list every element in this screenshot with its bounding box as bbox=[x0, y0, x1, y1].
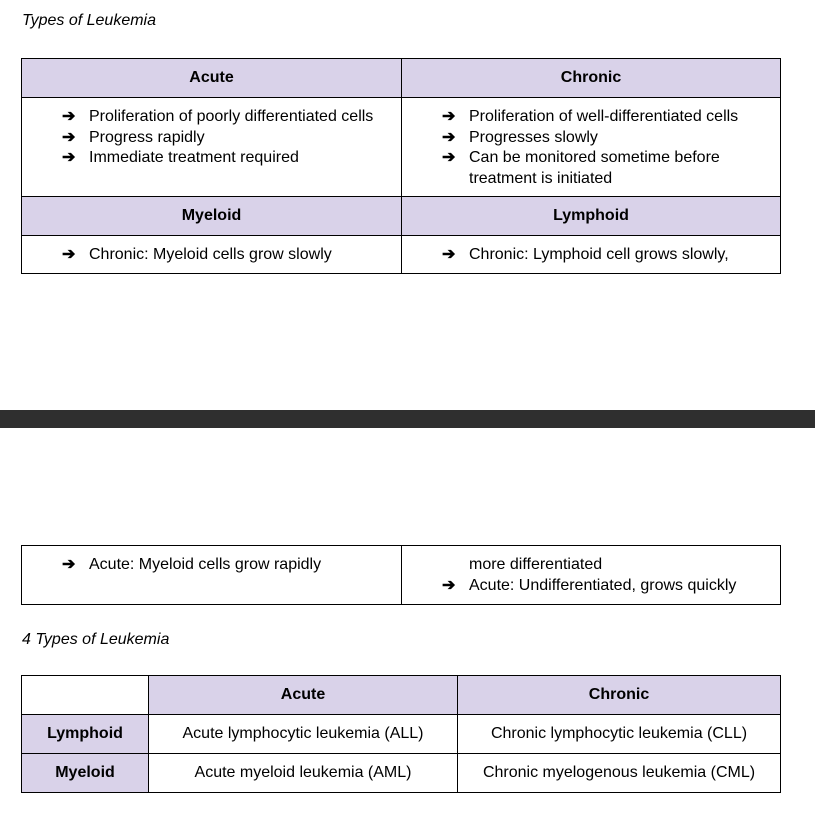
col-header-acute: Acute bbox=[149, 676, 458, 715]
header-myeloid: Myeloid bbox=[22, 197, 402, 236]
page-break bbox=[0, 410, 815, 428]
chronic-list bbox=[442, 107, 774, 189]
arrow-icon: ➔ bbox=[442, 128, 456, 146]
arrow-icon: ➔ bbox=[442, 108, 456, 125]
list-item: ➔ Can be monitored sometime before treatment is initiated bbox=[442, 149, 720, 187]
header-lymphoid: Lymphoid bbox=[402, 197, 781, 236]
types-table bbox=[21, 58, 781, 274]
chronic-cell bbox=[402, 98, 781, 197]
types-table-continued bbox=[21, 545, 781, 605]
list-item: ➔ Proliferation of well-differentiated cells bbox=[442, 107, 774, 128]
list-item: ➔ Progresses slowly bbox=[442, 128, 774, 149]
myeloid-cell bbox=[22, 236, 402, 274]
arrow-icon: ➔ bbox=[442, 576, 456, 594]
header-chronic: Chronic bbox=[402, 59, 781, 98]
cell-aml: Acute myeloid leukemia (AML) bbox=[149, 754, 458, 793]
list-item: ➔ Proliferation of poorly differentiated cells bbox=[62, 107, 395, 128]
list-item: ➔ Acute: Undifferentiated, grows quickly bbox=[442, 576, 774, 597]
list-item: ➔ Progress rapidly bbox=[62, 128, 395, 149]
arrow-icon: ➔ bbox=[442, 149, 456, 166]
arrow-icon: ➔ bbox=[62, 149, 76, 166]
list-item: ➔ Chronic: Lymphoid cell grows slowly, bbox=[442, 245, 774, 266]
lymphoid-cell-continued bbox=[402, 546, 781, 605]
cell-cll: Chronic lymphocytic leukemia (CLL) bbox=[458, 715, 781, 754]
table-row bbox=[22, 715, 781, 754]
arrow-icon: ➔ bbox=[62, 108, 76, 125]
acute-list bbox=[62, 107, 395, 169]
arrow-icon: ➔ bbox=[62, 246, 76, 263]
row-header-lymphoid: Lymphoid bbox=[22, 715, 149, 754]
header-acute: Acute bbox=[22, 59, 402, 98]
arrow-icon: ➔ bbox=[62, 128, 76, 146]
row-header-myeloid: Myeloid bbox=[22, 754, 149, 793]
myeloid-cell-continued bbox=[22, 546, 402, 605]
acute-cell bbox=[22, 98, 402, 197]
section-title-4-types: 4 Types of Leukemia bbox=[22, 631, 170, 648]
col-header-chronic: Chronic bbox=[458, 676, 781, 715]
list-item: ➔ Acute: Myeloid cells grow rapidly bbox=[62, 555, 395, 576]
section-title-types-of-leukemia: Types of Leukemia bbox=[22, 12, 156, 29]
list-item-continuation: more differentiated bbox=[469, 556, 603, 573]
corner-cell bbox=[22, 676, 149, 715]
cell-cml: Chronic myelogenous leukemia (CML) bbox=[458, 754, 781, 793]
list-item: ➔ Chronic: Myeloid cells grow slowly bbox=[62, 245, 395, 266]
four-types-table bbox=[21, 675, 781, 793]
cell-all: Acute lymphocytic leukemia (ALL) bbox=[149, 715, 458, 754]
list-item: ➔ Immediate treatment required bbox=[62, 148, 395, 169]
arrow-icon: ➔ bbox=[62, 556, 76, 573]
arrow-icon: ➔ bbox=[442, 246, 456, 263]
lymphoid-cell bbox=[402, 236, 781, 274]
table-row bbox=[22, 754, 781, 793]
